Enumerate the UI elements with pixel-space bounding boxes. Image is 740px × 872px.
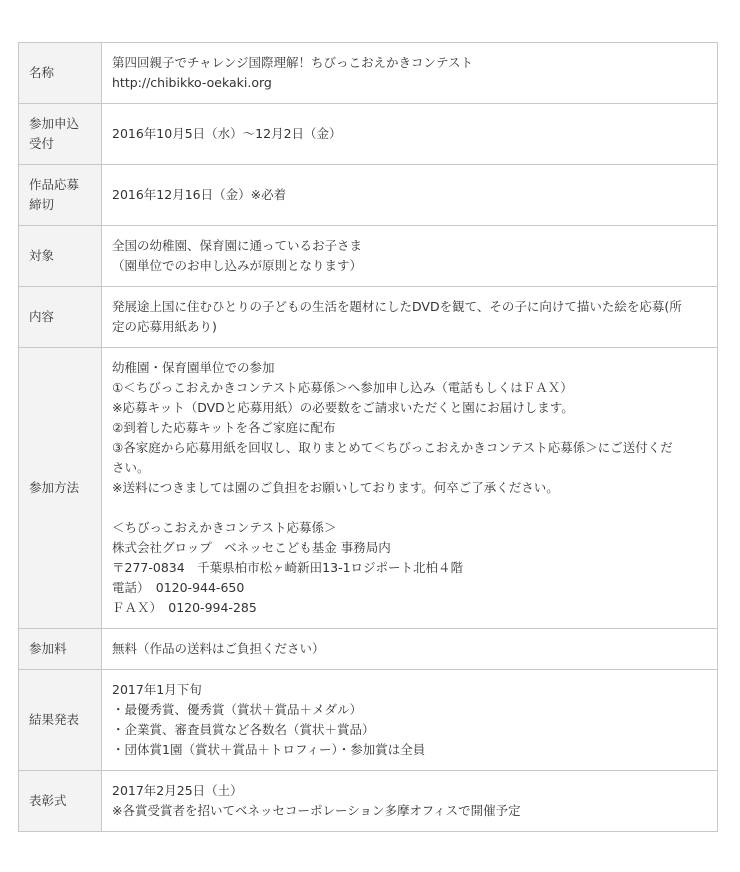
row-value (102, 287, 718, 348)
row-label (19, 287, 102, 348)
row-value-line: 2017年1月下旬 (112, 682, 202, 697)
row-label-line: 名称 (29, 65, 55, 80)
row-value-line: http://chibikko-oekaki.org (112, 75, 272, 90)
row-label (19, 165, 102, 226)
row-label (19, 104, 102, 165)
row-label (19, 771, 102, 832)
row-value-line: さい。 (112, 460, 150, 475)
row-value-line: 2016年12月16日（金）※必着 (112, 187, 287, 202)
info-table-body (19, 43, 718, 832)
row-value-line: 〒277-0834 千葉県柏市松ヶ崎新田13-1ロジポート北柏４階 (112, 560, 464, 575)
table-row-participation-method (19, 348, 718, 629)
row-value-line: 無料（作品の送料はご負担ください） (112, 641, 325, 656)
row-label-line: 参加申込 (29, 116, 80, 131)
info-table (18, 42, 718, 832)
row-label-line: 受付 (29, 136, 55, 151)
row-value-line: 幼稚園・保育園単位での参加 (112, 360, 275, 375)
table-row-award-ceremony (19, 771, 718, 832)
row-label-line: 表彰式 (29, 793, 67, 808)
row-value-line: ※送料につきましては園のご負担をお願いしております。何卒ご了承ください。 (112, 480, 559, 495)
row-label (19, 670, 102, 771)
table-row-results (19, 670, 718, 771)
row-label (19, 629, 102, 670)
row-value (102, 670, 718, 771)
row-value-line: ・最優秀賞、優秀賞（賞状＋賞品＋メダル） (112, 702, 363, 717)
row-value-line: 発展途上国に住むひとりの子どもの生活を題材にしたDVDを観て、その子に向けて描いた絵を応募(所 (112, 299, 682, 314)
row-value-line: 全国の幼稚園、保育園に通っているお子さま (112, 238, 363, 253)
table-row-fee (19, 629, 718, 670)
row-value-line: ③各家庭から応募用紙を回収し、取りまとめて＜ちびっこおえかきコンテスト応募係＞にご送付くだ (112, 440, 673, 455)
row-label-line: 対象 (29, 248, 55, 263)
row-value-line: 電話） 0120-944-650 (112, 580, 245, 595)
row-value (102, 771, 718, 832)
row-value-line (112, 498, 707, 518)
row-value (102, 348, 718, 629)
row-value (102, 43, 718, 104)
table-row-content (19, 287, 718, 348)
row-value-line: 株式会社グロップ ベネッセこども基金 事務局内 (112, 540, 391, 555)
row-label-line: 結果発表 (29, 712, 80, 727)
table-row-name (19, 43, 718, 104)
row-value (102, 226, 718, 287)
row-value (102, 165, 718, 226)
row-value-line: ＜ちびっこおえかきコンテスト応募係＞ (112, 520, 337, 535)
row-value-line: ①＜ちびっこおえかきコンテスト応募係＞へ参加申し込み（電話もしくはＦＡＸ） (112, 380, 573, 395)
row-label-line: 参加方法 (29, 480, 80, 495)
row-label (19, 348, 102, 629)
row-value (102, 629, 718, 670)
row-value-line: 定の応募用紙あり) (112, 319, 217, 334)
row-value-line: 2017年2月25日（土） (112, 783, 243, 798)
row-value-line: ②到着した応募キットを各ご家庭に配布 (112, 420, 336, 435)
row-label (19, 43, 102, 104)
row-value (102, 104, 718, 165)
table-row-application-period (19, 104, 718, 165)
row-label-line: 締切 (29, 197, 55, 212)
table-row-submission-deadline (19, 165, 718, 226)
row-value-line: ※応募キット（DVDと応募用紙）の必要数をご請求いただくと園にお届けします。 (112, 400, 574, 415)
row-value-line: 2016年10月5日（水）～12月2日（金） (112, 126, 342, 141)
row-value-line: （園単位でのお申し込みが原則となります） (112, 258, 363, 273)
row-label-line: 内容 (29, 309, 55, 324)
row-label-line: 作品応募 (29, 177, 80, 192)
row-value-line: ※各賞受賞者を招いてベネッセコーポレーション多摩オフィスで開催予定 (112, 803, 521, 818)
row-value-line: ・企業賞、審査員賞など各数名（賞状＋賞品） (112, 722, 375, 737)
row-value-line: ＦＡＸ） 0120-994-285 (112, 600, 257, 615)
table-row-eligibility (19, 226, 718, 287)
row-value-line: ・団体賞1園（賞状＋賞品＋トロフィー）・参加賞は全員 (112, 742, 426, 757)
row-value-line: 第四回親子でチャレンジ国際理解！ちびっこおえかきコンテスト (112, 55, 474, 70)
row-label-line: 参加料 (29, 641, 67, 656)
row-label (19, 226, 102, 287)
contest-info (18, 42, 718, 832)
